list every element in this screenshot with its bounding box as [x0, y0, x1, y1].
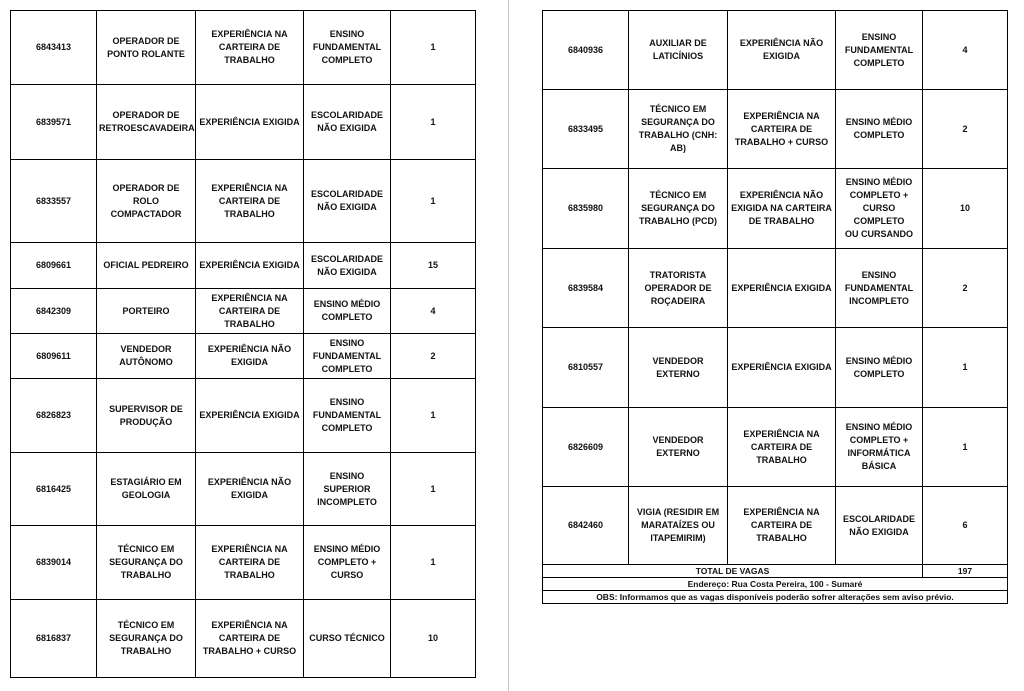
table-row	[11, 379, 476, 453]
experience-requirement: EXPERIÊNCIA NA CARTEIRA DE TRABALHO + CURSO	[728, 90, 836, 169]
page-divider	[508, 0, 509, 691]
job-code: 6810557	[543, 328, 629, 408]
education-requirement: ENSINO FUNDAMENTAL INCOMPLETO	[836, 249, 923, 328]
job-title: SUPERVISOR DE PRODUÇÃO	[97, 379, 196, 453]
experience-requirement: EXPERIÊNCIA NA CARTEIRA DE TRABALHO + CURSO	[196, 600, 304, 678]
experience-requirement: EXPERIÊNCIA NÃO EXIGIDA NA CARTEIRA DE TRABALHO	[728, 169, 836, 249]
experience-requirement: EXPERIÊNCIA NÃO EXIGIDA	[196, 453, 304, 526]
education-requirement: ENSINO MÉDIO COMPLETO + CURSO	[304, 526, 391, 600]
vacancy-count: 1	[391, 160, 476, 243]
job-code: 6840936	[543, 11, 629, 90]
table-row	[11, 160, 476, 243]
table-row	[11, 289, 476, 334]
total-label: TOTAL DE VAGAS	[543, 565, 923, 578]
table-row	[543, 328, 1008, 408]
vacancy-count: 1	[923, 328, 1008, 408]
table-row	[11, 85, 476, 160]
job-code: 6809611	[11, 334, 97, 379]
job-code: 6833557	[11, 160, 97, 243]
vacancy-count: 15	[391, 243, 476, 289]
table-row	[11, 243, 476, 289]
education-requirement: ENSINO FUNDAMENTAL COMPLETO	[304, 11, 391, 85]
vacancy-count: 2	[391, 334, 476, 379]
job-code: 6809661	[11, 243, 97, 289]
job-title: ESTAGIÁRIO EM GEOLOGIA	[97, 453, 196, 526]
education-requirement: ENSINO MÉDIO COMPLETO	[836, 328, 923, 408]
vacancy-count: 1	[391, 11, 476, 85]
experience-requirement: EXPERIÊNCIA EXIGIDA	[728, 249, 836, 328]
job-title: PORTEIRO	[97, 289, 196, 334]
table-row	[543, 408, 1008, 487]
job-code: 6839584	[543, 249, 629, 328]
job-title: OFICIAL PEDREIRO	[97, 243, 196, 289]
experience-requirement: EXPERIÊNCIA NÃO EXIGIDA	[728, 11, 836, 90]
address-row	[543, 578, 1008, 591]
job-code: 6826823	[11, 379, 97, 453]
job-title: OPERADOR DE ROLO COMPACTADOR	[97, 160, 196, 243]
job-title: VENDEDOR EXTERNO	[629, 328, 728, 408]
education-requirement: ENSINO MÉDIO COMPLETO + INFORMÁTICA BÁSICA	[836, 408, 923, 487]
education-requirement: ENSINO SUPERIOR INCOMPLETO	[304, 453, 391, 526]
experience-requirement: EXPERIÊNCIA NA CARTEIRA DE TRABALHO	[196, 526, 304, 600]
total-row	[543, 565, 1008, 578]
vacancy-count: 10	[923, 169, 1008, 249]
vacancy-count: 4	[391, 289, 476, 334]
table-row	[11, 453, 476, 526]
job-code: 6816425	[11, 453, 97, 526]
total-value: 197	[923, 565, 1008, 578]
table-row	[543, 169, 1008, 249]
education-requirement: ESCOLARIDADE NÃO EXIGIDA	[836, 487, 923, 565]
job-code: 6816837	[11, 600, 97, 678]
vacancy-count: 6	[923, 487, 1008, 565]
job-title: TÉCNICO EM SEGURANÇA DO TRABALHO (CNH: AB)	[629, 90, 728, 169]
table-row	[11, 600, 476, 678]
vacancy-count: 4	[923, 11, 1008, 90]
table-row	[11, 334, 476, 379]
table-row	[543, 90, 1008, 169]
vacancy-count: 2	[923, 90, 1008, 169]
experience-requirement: EXPERIÊNCIA EXIGIDA	[728, 328, 836, 408]
education-requirement: ENSINO MÉDIO COMPLETO	[836, 90, 923, 169]
education-requirement: CURSO TÉCNICO	[304, 600, 391, 678]
vacancy-count: 1	[923, 408, 1008, 487]
table-row	[543, 249, 1008, 328]
experience-requirement: EXPERIÊNCIA NÃO EXIGIDA	[196, 334, 304, 379]
education-requirement: ESCOLARIDADE NÃO EXIGIDA	[304, 243, 391, 289]
experience-requirement: EXPERIÊNCIA EXIGIDA	[196, 379, 304, 453]
job-title: OPERADOR DE PONTO ROLANTE	[97, 11, 196, 85]
vacancy-count: 1	[391, 453, 476, 526]
job-code: 6839014	[11, 526, 97, 600]
vacancy-count: 1	[391, 379, 476, 453]
note-row	[543, 591, 1008, 604]
job-table-right	[542, 10, 1008, 604]
education-requirement: ENSINO MÉDIO COMPLETO	[304, 289, 391, 334]
education-requirement: ENSINO FUNDAMENTAL COMPLETO	[836, 11, 923, 90]
job-code: 6843413	[11, 11, 97, 85]
education-requirement: ENSINO FUNDAMENTAL COMPLETO	[304, 334, 391, 379]
education-requirement: ESCOLARIDADE NÃO EXIGIDA	[304, 85, 391, 160]
table-row	[543, 11, 1008, 90]
education-requirement: ENSINO FUNDAMENTAL COMPLETO	[304, 379, 391, 453]
job-title: TÉCNICO EM SEGURANÇA DO TRABALHO	[97, 526, 196, 600]
table-row	[11, 11, 476, 85]
disclaimer-note: OBS: Informamos que as vagas disponíveis poderão sofrer alterações sem aviso prévio.	[543, 591, 1008, 604]
education-requirement: ESCOLARIDADE NÃO EXIGIDA	[304, 160, 391, 243]
job-title: OPERADOR DE RETROESCAVADEIRA	[97, 85, 196, 160]
job-code: 6839571	[11, 85, 97, 160]
vacancy-count: 10	[391, 600, 476, 678]
experience-requirement: EXPERIÊNCIA NA CARTEIRA DE TRABALHO	[196, 11, 304, 85]
job-code: 6842309	[11, 289, 97, 334]
job-code: 6835980	[543, 169, 629, 249]
table-row	[543, 487, 1008, 565]
job-code: 6842460	[543, 487, 629, 565]
job-code: 6826609	[543, 408, 629, 487]
experience-requirement: EXPERIÊNCIA NA CARTEIRA DE TRABALHO	[196, 289, 304, 334]
job-code: 6833495	[543, 90, 629, 169]
job-table-left	[10, 10, 476, 678]
vacancy-count: 1	[391, 85, 476, 160]
job-title: TÉCNICO EM SEGURANÇA DO TRABALHO (PCD)	[629, 169, 728, 249]
job-table-right-body	[543, 11, 1008, 565]
job-title: VIGIA (RESIDIR EM MARATAÍZES OU ITAPEMIRIM)	[629, 487, 728, 565]
table-row	[11, 526, 476, 600]
address-text: Endereço: Rua Costa Pereira, 100 - Sumaré	[543, 578, 1008, 591]
experience-requirement: EXPERIÊNCIA EXIGIDA	[196, 243, 304, 289]
education-requirement: ENSINO MÉDIO COMPLETO + CURSO COMPLETO OU CURSANDO	[836, 169, 923, 249]
job-title: TÉCNICO EM SEGURANÇA DO TRABALHO	[97, 600, 196, 678]
experience-requirement: EXPERIÊNCIA NA CARTEIRA DE TRABALHO	[728, 408, 836, 487]
vacancy-count: 2	[923, 249, 1008, 328]
experience-requirement: EXPERIÊNCIA NA CARTEIRA DE TRABALHO	[196, 160, 304, 243]
experience-requirement: EXPERIÊNCIA EXIGIDA	[196, 85, 304, 160]
job-title: TRATORISTA OPERADOR DE ROÇADEIRA	[629, 249, 728, 328]
job-title: VENDEDOR AUTÔNOMO	[97, 334, 196, 379]
experience-requirement: EXPERIÊNCIA NA CARTEIRA DE TRABALHO	[728, 487, 836, 565]
job-title: AUXILIAR DE LATICÍNIOS	[629, 11, 728, 90]
job-title: VENDEDOR EXTERNO	[629, 408, 728, 487]
vacancy-count: 1	[391, 526, 476, 600]
job-table-left-body	[11, 11, 476, 678]
